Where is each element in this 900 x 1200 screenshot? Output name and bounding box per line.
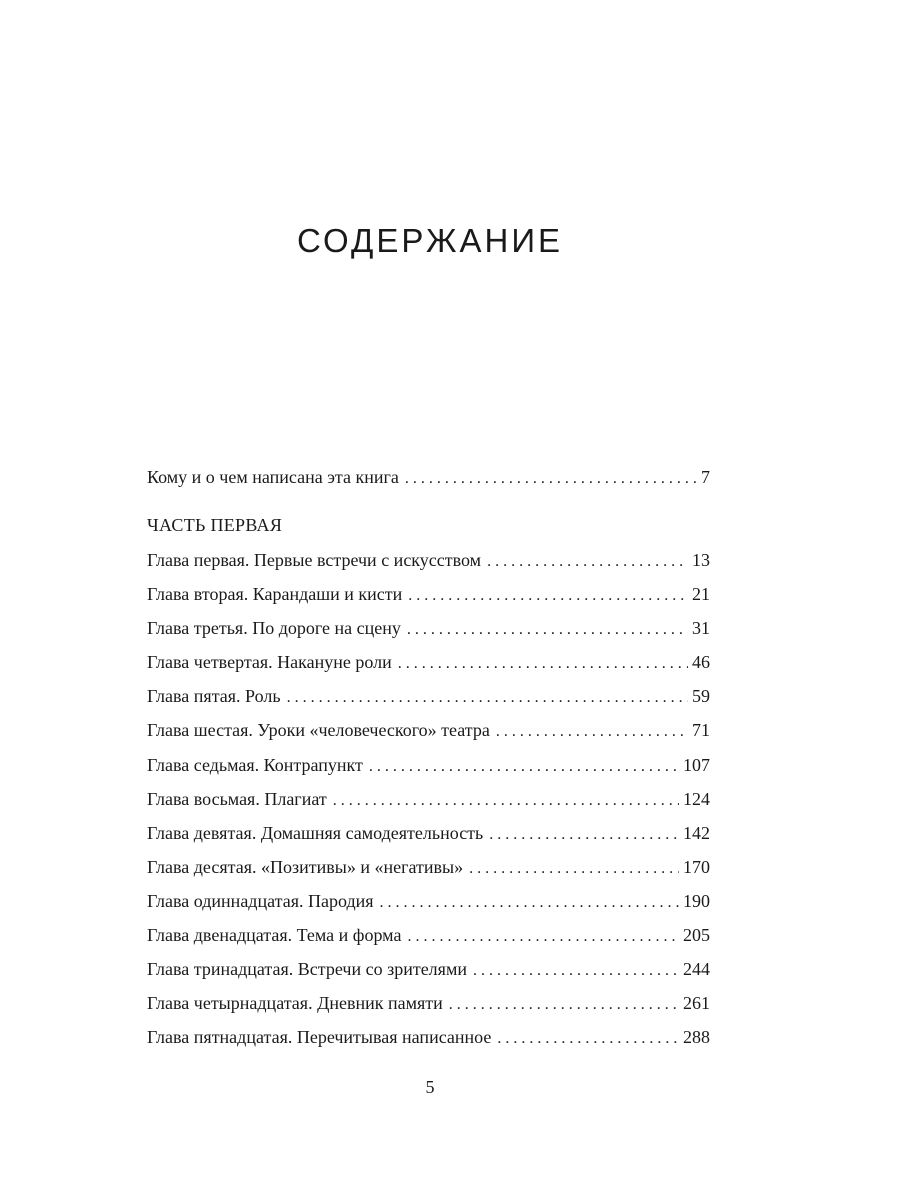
toc-entry [147,755,710,781]
toc-entry-page: 288 [679,1027,710,1048]
dot-leader [405,470,697,488]
dot-leader [369,758,679,776]
toc-entry-page: 170 [679,857,710,878]
toc-entry [147,789,710,815]
dot-leader [380,894,679,912]
toc-entry [147,1027,710,1053]
toc-entry [147,823,710,849]
dot-leader [449,996,679,1014]
toc-entry-title: Глава девятая. Домашняя самодеятельность [147,823,489,844]
toc-entry-page: 13 [688,550,710,571]
toc-entry-page: 190 [679,891,710,912]
toc-entry-intro [147,467,710,493]
toc-entry-page: 46 [688,652,710,673]
toc-entry [147,686,710,712]
toc-entry [147,857,710,883]
dot-leader [473,962,679,980]
toc-entry-page: 107 [679,755,710,776]
toc-entry-title: Глава пятнадцатая. Перечитывая написанное [147,1027,497,1048]
toc-entry [147,550,710,576]
toc-entry [147,993,710,1019]
dot-leader [496,723,688,741]
toc-entry-page: 59 [688,686,710,707]
toc-entry-title: Глава четвертая. Накануне роли [147,652,398,673]
toc-entry-title: Глава пятая. Роль [147,686,287,707]
dot-leader [487,553,688,571]
dot-leader [333,792,679,810]
toc-entry-page: 31 [688,618,710,639]
part-heading: ЧАСТЬ ПЕРВАЯ [147,515,283,535]
toc-entry-page: 7 [697,467,710,488]
toc-entry [147,720,710,746]
toc-entry-title: Глава одиннадцатая. Пародия [147,891,380,912]
dot-leader [489,826,679,844]
toc-entry-page: 244 [679,959,710,980]
toc-entry [147,891,710,917]
toc-entry-title: Глава двенадцатая. Тема и форма [147,925,407,946]
dot-leader [407,621,688,639]
toc-entry-title: Глава первая. Первые встречи с искусством [147,550,487,571]
toc-entry-title: Кому и о чем написана эта книга [147,467,405,488]
toc-entry-page: 124 [679,789,710,810]
toc-entry [147,618,710,644]
toc-entry-page: 21 [688,584,710,605]
toc-entry [147,925,710,951]
dot-leader [497,1030,679,1048]
toc-entry-page: 261 [679,993,710,1014]
toc-entry-title: Глава десятая. «Позитивы» и «негативы» [147,857,469,878]
toc-entry-title: Глава шестая. Уроки «человеческого» театра [147,720,496,741]
dot-leader [407,928,679,946]
toc-entry-title: Глава восьмая. Плагиат [147,789,333,810]
toc-entry-title: Глава тринадцатая. Встречи со зрителями [147,959,473,980]
toc-entry-title: Глава четырнадцатая. Дневник памяти [147,993,449,1014]
toc-entry-title: Глава третья. По дороге на сцену [147,618,407,639]
toc-entry-page: 205 [679,925,710,946]
page-number: 5 [425,1077,435,1097]
dot-leader [398,655,688,673]
toc-entry [147,652,710,678]
toc-entry [147,959,710,985]
toc-entry-title: Глава седьмая. Контрапункт [147,755,369,776]
dot-leader [469,860,679,878]
toc-entry-page: 71 [688,720,710,741]
page-title: СОДЕРЖАНИЕ [296,222,564,259]
toc-entry [147,584,710,610]
toc-entry-page: 142 [679,823,710,844]
dot-leader [287,689,688,707]
toc-entry-title: Глава вторая. Карандаши и кисти [147,584,408,605]
dot-leader [408,587,688,605]
